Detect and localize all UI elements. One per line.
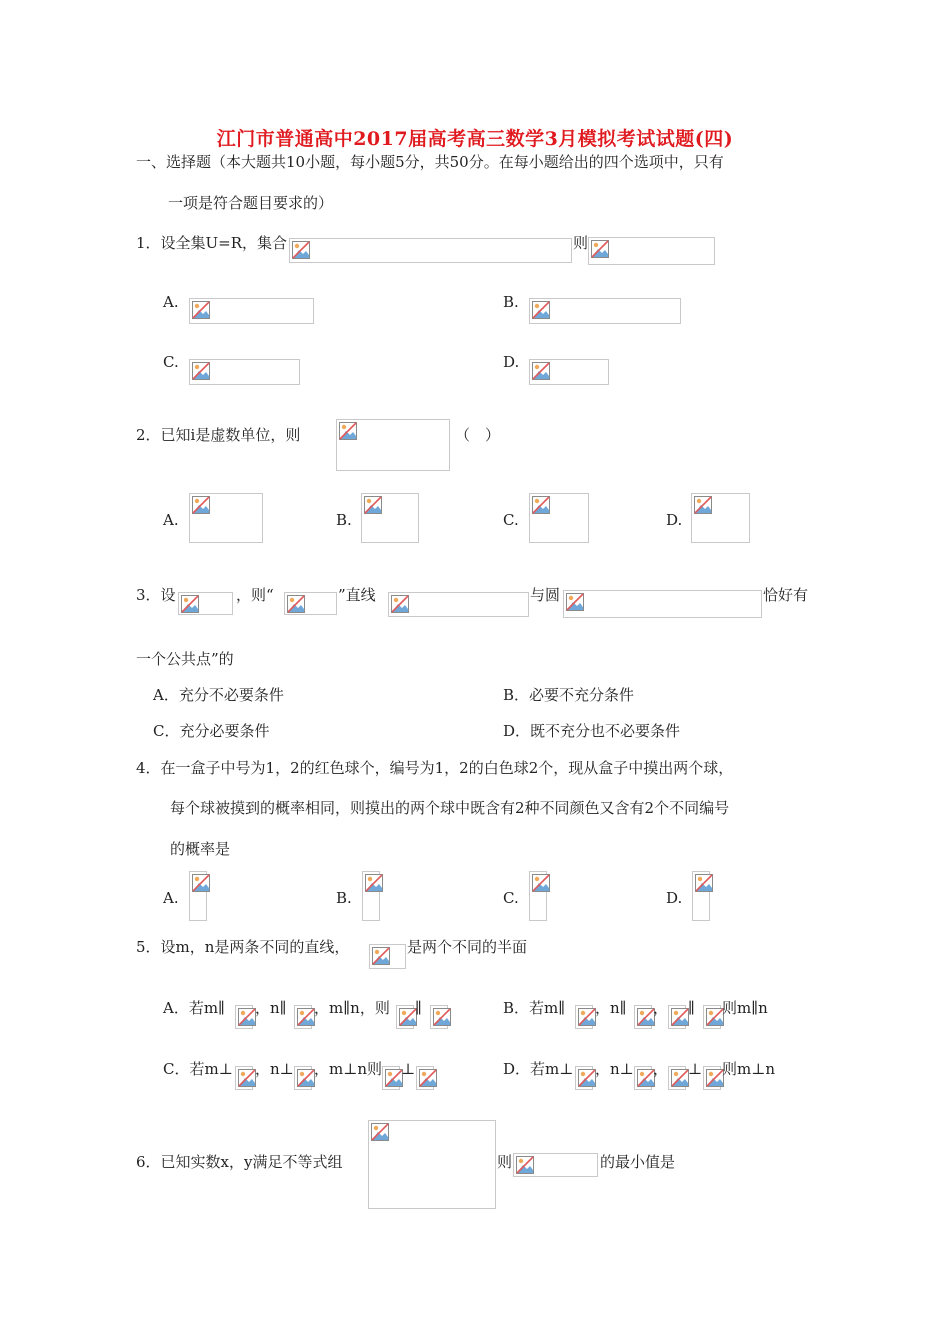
q3-condition-image xyxy=(284,592,337,615)
q5-a-part4: ∥ xyxy=(415,999,422,1017)
q4-option-a-label: A. xyxy=(163,889,179,907)
q5-a-img4 xyxy=(430,1005,448,1029)
q6-inequality-system-image xyxy=(368,1120,496,1209)
q5-d-part4: ⊥ xyxy=(688,1060,703,1078)
q5-d-part2: ，n⊥ xyxy=(595,1060,634,1078)
q4-option-d-label: D. xyxy=(666,889,683,907)
q2-option-a-label: A. xyxy=(163,511,179,529)
q1-stem: 1．设全集U=R，集合 xyxy=(136,234,288,252)
q4-option-c-label: C. xyxy=(503,889,519,907)
q5-b-img2 xyxy=(634,1005,652,1029)
q3-option-c: C．充分必要条件 xyxy=(153,722,270,740)
q5-c-img2 xyxy=(294,1066,312,1090)
q5-c-img3 xyxy=(382,1066,400,1090)
q1-option-b-image xyxy=(529,298,681,324)
q5-d-part3: ， xyxy=(653,1060,669,1078)
q3-stem-line2: 一个公共点”的 xyxy=(136,650,234,668)
q1-option-c-label: C. xyxy=(163,353,179,371)
q1-expression-image xyxy=(588,237,715,265)
q3-circle-image xyxy=(563,590,762,618)
q3-option-b: B．必要不充分条件 xyxy=(503,686,635,704)
q5-stem2: 是两个不同的半面 xyxy=(407,938,528,956)
q5-b-img3 xyxy=(668,1005,686,1029)
q5-d-img3 xyxy=(668,1066,686,1090)
q3-var-image xyxy=(178,592,233,615)
q4-stem-line2: 每个球被摸到的概率相同，则摸出的两个球中既含有2种不同颜色又含有2个不同编号 xyxy=(170,799,730,817)
q5-c-part4: ⊥ xyxy=(401,1060,416,1078)
q5-b-part4: ∥ xyxy=(688,999,695,1017)
q5-a-img1 xyxy=(235,1005,253,1029)
q5-b-part5: 则m∥n xyxy=(722,999,768,1017)
q4-option-c-image xyxy=(529,871,547,921)
q2-option-b-label: B. xyxy=(336,511,352,529)
q5-stem: 5．设m，n是两条不同的直线， xyxy=(136,938,350,956)
q3-quote-line: ”直线 xyxy=(338,586,376,604)
q6-then: 则 xyxy=(497,1153,513,1171)
q5-a-part3: ，m∥n，则 xyxy=(314,999,390,1017)
q5-c-part3: ，m⊥n则 xyxy=(314,1060,382,1078)
q5-a-part1: A．若m∥ xyxy=(163,999,225,1017)
section-heading-line2: 一项是符合题目要求的） xyxy=(168,194,334,212)
document-title: 江门市普通高中2017届高考高三数学3月模拟考试试题(四) xyxy=(216,128,734,150)
q5-d-img2 xyxy=(634,1066,652,1090)
q5-b-img4 xyxy=(703,1005,721,1029)
q4-option-a-image xyxy=(189,871,207,921)
q5-a-img2 xyxy=(294,1005,312,1029)
q3-with-circle: 与圆 xyxy=(530,586,561,604)
q5-c-img1 xyxy=(235,1066,253,1090)
q1-option-d-image xyxy=(529,359,609,385)
q3-exactly: 恰好有 xyxy=(763,586,809,604)
q1-option-d-label: D. xyxy=(503,353,520,371)
q5-a-part2: ，n∥ xyxy=(255,999,287,1017)
q5-planes-image xyxy=(369,944,406,969)
q2-option-d-label: D. xyxy=(666,511,683,529)
q4-option-b-label: B. xyxy=(336,889,352,907)
q4-stem-line3: 的概率是 xyxy=(170,840,231,858)
q1-option-a-image xyxy=(189,298,314,324)
q5-d-img4 xyxy=(703,1066,721,1090)
q2-option-c-image xyxy=(529,493,589,543)
q6-tail: 的最小值是 xyxy=(600,1153,676,1171)
q2-expression-image xyxy=(336,419,450,471)
q5-c-part2: ，n⊥ xyxy=(255,1060,294,1078)
q4-option-d-image xyxy=(692,871,710,921)
q1-option-b-label: B. xyxy=(503,293,519,311)
q5-d-img1 xyxy=(575,1066,593,1090)
q5-c-img4 xyxy=(416,1066,434,1090)
q5-c-part1: C．若m⊥ xyxy=(163,1060,233,1078)
q6-stem: 6．已知实数x，y满足不等式组 xyxy=(136,1153,343,1171)
q1-option-c-image xyxy=(189,359,300,385)
q5-d-part5: 则m⊥n xyxy=(722,1060,775,1078)
q5-b-part2: ，n∥ xyxy=(595,999,627,1017)
q1-option-a-label: A. xyxy=(163,293,179,311)
q1-set-formula-image xyxy=(289,238,572,263)
q5-a-img3 xyxy=(396,1005,414,1029)
q5-d-part1: D．若m⊥ xyxy=(503,1060,574,1078)
q4-stem-line1: 4．在一盒子中号为1，2的红色球个，编号为1，2的白色球2个，现从盒子中摸出两个球， xyxy=(136,759,734,777)
q3-line-image xyxy=(388,592,529,617)
q3-stem: 3．设 xyxy=(136,586,176,604)
q2-option-b-image xyxy=(361,493,419,543)
q2-stem: 2．已知i是虚数单位，则 xyxy=(136,426,301,444)
q3-option-a: A．充分不必要条件 xyxy=(153,686,284,704)
q2-answer-paren: （ ） xyxy=(455,426,501,444)
q2-option-a-image xyxy=(189,493,263,543)
q4-option-b-image xyxy=(362,871,380,921)
q2-option-d-image xyxy=(691,493,750,543)
section-heading-line1: 一、选择题（本大题共10小题，每小题5分，共50分。在每小题给出的四个选项中，只有 xyxy=(136,153,724,171)
q5-b-part1: B．若m∥ xyxy=(503,999,566,1017)
q5-b-part3: ， xyxy=(653,999,669,1017)
q3-option-d: D．既不充分也不必要条件 xyxy=(503,722,681,740)
q2-option-c-label: C. xyxy=(503,511,519,529)
q1-then: 则 xyxy=(573,234,589,252)
q3-then-quote: ，则“ xyxy=(236,586,274,604)
q6-objective-image xyxy=(513,1153,598,1177)
q5-b-img1 xyxy=(575,1005,593,1029)
